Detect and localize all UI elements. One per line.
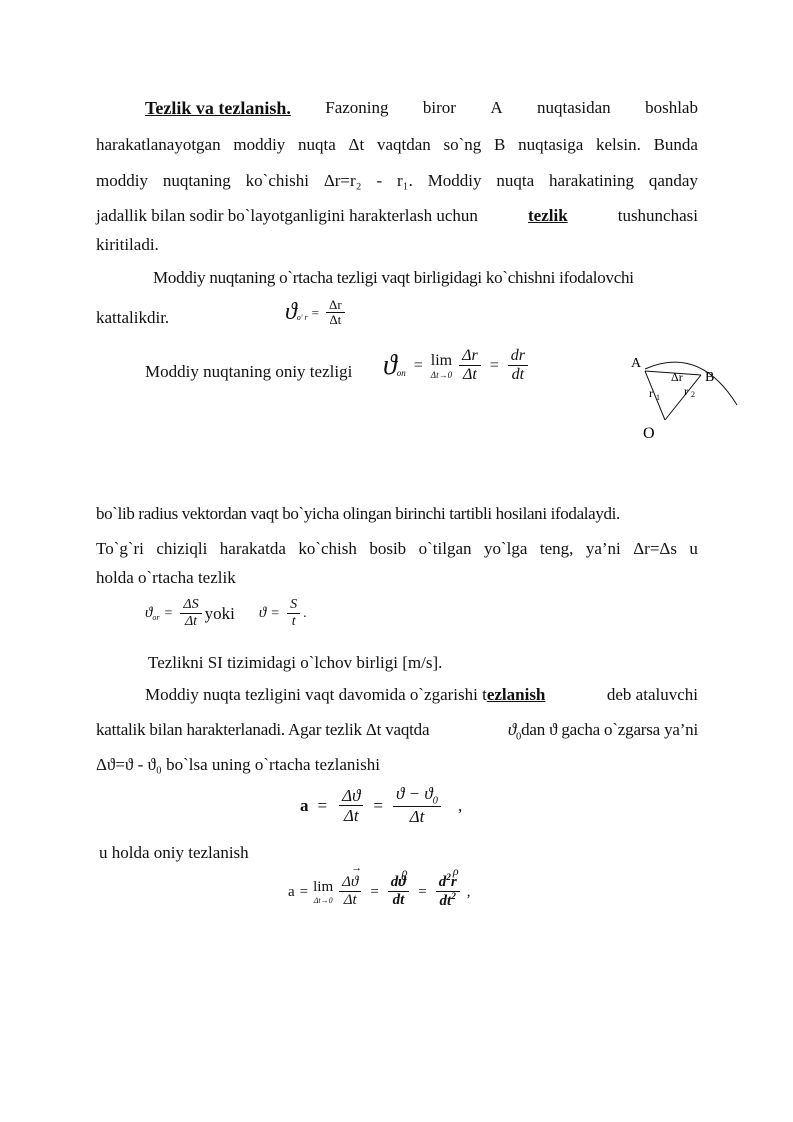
text-part: Moddiy nuqta tezligini vaqt davomida o`zgarishi t [145, 685, 487, 704]
fraction [180, 598, 201, 630]
numerator-text: Δϑ [342, 874, 359, 890]
denominator: Δt [463, 365, 477, 383]
word: nuqta [496, 171, 535, 190]
lim-subscript: Δt→0 [313, 896, 333, 905]
equals-sign: = [489, 357, 499, 375]
vector-mark-icon: ρ [452, 864, 459, 878]
denominator: dt [392, 891, 405, 908]
vector-mark-icon: ρ [401, 865, 408, 879]
word: ko`chishi [245, 171, 309, 190]
fraction [326, 298, 345, 328]
numerator-text: dϑ [390, 874, 407, 890]
word: moddiy [96, 171, 148, 190]
word: bosib [369, 539, 407, 558]
numerator: Δr [326, 298, 345, 313]
paragraph1-line2 [96, 135, 698, 155]
label-A: A [631, 356, 642, 371]
fraction [393, 785, 441, 827]
word: vaqtdan [376, 135, 431, 154]
numerator [393, 785, 441, 807]
numerator-text: ϑ − ϑ [396, 784, 433, 803]
paragraph6-line1 [145, 685, 698, 705]
numerator [436, 864, 460, 892]
fraction [436, 864, 460, 910]
equals-sign: = [317, 796, 328, 815]
word: harakatining [549, 171, 634, 190]
equals-sign: = [311, 304, 319, 320]
label-O: O [643, 425, 655, 442]
equals-sign: = [271, 605, 280, 621]
text-run: kattalik bilan harakterlanadi. Agar tezlik Δt vaqtda [96, 720, 430, 739]
word: ya’ni [585, 539, 621, 558]
label-r1: r [649, 386, 653, 400]
superscript: 2 [446, 873, 451, 883]
word: yo`lga [483, 539, 528, 558]
equals-sign: = [164, 605, 173, 621]
paragraph5-line: Tezlikni SI tizimidagi o`lchov birligi [m/s]. [148, 653, 443, 672]
numerator [388, 865, 409, 892]
fraction [339, 862, 363, 909]
word: r₁. [396, 171, 413, 190]
label-B: B [705, 370, 715, 385]
word: boshlab [645, 98, 698, 117]
lim-subscript: Δt→0 [430, 370, 453, 381]
text-run: jadallik bilan sodir bo`layotganligini harakterlash uchun [96, 206, 478, 225]
subscript: or [152, 613, 160, 623]
limit-operator [313, 879, 333, 905]
velocity-symbol: ϑ [507, 720, 517, 739]
paragraph4-line1: bo`lib radius vektordan vaqt bo`yicha olingan birinchi tartibli hosilani ifodalaydi. [96, 504, 620, 523]
fraction [388, 865, 409, 909]
denominator: t [291, 613, 296, 629]
acceleration-symbol: a [300, 796, 309, 815]
acceleration-symbol: a [288, 883, 295, 900]
word: harakatda [219, 539, 286, 558]
numerator: ΔS [180, 598, 201, 614]
word: chiziqli [156, 539, 208, 558]
word: biror [422, 98, 456, 117]
word: ko`chish [298, 539, 357, 558]
paragraph6-line2 [96, 720, 698, 747]
text-run [508, 720, 698, 747]
word: teng, [539, 539, 574, 558]
lim-text: lim [313, 879, 334, 895]
label-r2-sub: 2 [691, 390, 695, 399]
superscript: 2 [451, 891, 456, 902]
formula-instant-acceleration [288, 862, 471, 910]
keyword-tezlanish: ezlanish [486, 685, 546, 704]
text-run [145, 685, 545, 705]
numerator: S [287, 598, 300, 614]
paragraph1-line5: kiritiladi. [96, 235, 159, 254]
label-r2: r [684, 384, 688, 398]
formula-average-acceleration [300, 785, 462, 827]
equals-sign: = [418, 883, 427, 900]
equals-sign: = [299, 883, 309, 900]
word: Δr=r₂ [323, 171, 362, 190]
denominator: Δt [329, 311, 342, 327]
word: kelsin. [595, 135, 641, 154]
paragraph4-line3: holda o`rtacha tezlik [96, 568, 236, 587]
velocity-symbol: ϑ [145, 605, 153, 622]
paragraph1-line4 [96, 206, 698, 226]
word: nuqtaning [162, 171, 231, 190]
word: To`g`ri [96, 539, 144, 558]
numerator-d: d [438, 874, 447, 890]
word: moddiy [233, 135, 286, 154]
denominator: Δt [343, 805, 359, 825]
word: so`ng [443, 135, 482, 154]
paragraph3-line: Moddiy nuqtaning oniy tezligi [145, 362, 353, 381]
text-run: deb ataluvchi [606, 685, 698, 704]
word: Fazoning [325, 98, 389, 117]
vector-arrow-wrap [342, 862, 363, 890]
comma: , [457, 796, 463, 815]
fraction [459, 348, 481, 384]
equals-sign: = [370, 883, 379, 900]
denominator-text: dt [439, 892, 452, 909]
label-r1-sub: 1 [656, 393, 660, 402]
equals-sign: = [373, 796, 384, 815]
numerator: Δr [459, 348, 481, 366]
word: nuqta [298, 135, 336, 154]
numerator [339, 862, 363, 892]
period: . [303, 605, 307, 621]
subscript: 0 [516, 731, 522, 743]
numerator: dr [508, 348, 528, 366]
denominator: Δt [343, 891, 357, 908]
paragraph1-line3 [96, 171, 698, 191]
fraction [287, 598, 300, 630]
vector-arrow-icon: → [351, 862, 363, 874]
word-yoki: yoki [204, 603, 235, 623]
fraction [508, 348, 528, 384]
velocity-symbol: ϑ [285, 299, 297, 326]
word: - [376, 171, 383, 190]
velocity-symbol: ϑ [258, 605, 267, 622]
keyword-tezlik: tezlik [528, 206, 568, 225]
equals-sign: = [413, 357, 423, 375]
denominator: dt [511, 365, 525, 383]
word: A [490, 98, 503, 117]
word: harakatlanayotgan [96, 135, 221, 154]
text-run: tushunchasi [617, 206, 698, 225]
word: B [494, 135, 506, 154]
word: u [689, 539, 698, 558]
limit-operator [431, 352, 452, 380]
subscript: 0 [432, 795, 438, 807]
word: Bunda [653, 135, 698, 154]
velocity-symbol: ϑ [383, 350, 397, 382]
comma: , [466, 883, 471, 900]
word: Δr=Δs [633, 539, 677, 558]
fraction [339, 787, 363, 825]
lim-text: lim [430, 352, 453, 370]
paragraph7-line: u holda oniy tezlanish [99, 843, 249, 862]
paragraph6-line3: Δϑ=ϑ - ϑ₀ bo`lsa uning o`rtacha tezlanishi [96, 755, 380, 774]
word: Δt [348, 135, 365, 154]
radius-vector-diagram [625, 345, 750, 445]
section-heading: Tezlik va tezlanish. [145, 98, 291, 118]
denominator: Δt [184, 613, 198, 629]
word: qanday [648, 171, 698, 190]
text-part: dan ϑ gacha o`zgarsa ya’ni [521, 720, 698, 739]
word: Moddiy [427, 171, 482, 190]
subscript: o' r [296, 313, 308, 323]
word: nuqtasidan [537, 98, 611, 117]
formula-path-velocity [145, 598, 307, 630]
paragraph2-line1: Moddiy nuqtaning o`rtacha tezligi vaqt birligidagi ko`chishni ifodalovchi [153, 268, 634, 287]
vector-r1 [645, 371, 665, 420]
subscript: on [396, 368, 406, 379]
word: nuqtasiga [518, 135, 584, 154]
denominator: Δt [409, 807, 425, 827]
paragraph1-line1 [145, 98, 698, 118]
word: o`tilgan [418, 539, 472, 558]
paragraph2-line2: kattalikdir. [96, 308, 170, 327]
formula-instant-velocity [383, 348, 531, 384]
numerator: Δϑ [339, 787, 363, 806]
formula-average-velocity [285, 298, 348, 328]
paragraph4-line2 [96, 539, 698, 559]
numerator-r: r [450, 874, 457, 890]
denominator [437, 892, 459, 910]
label-delta-r: Δr [671, 370, 683, 384]
